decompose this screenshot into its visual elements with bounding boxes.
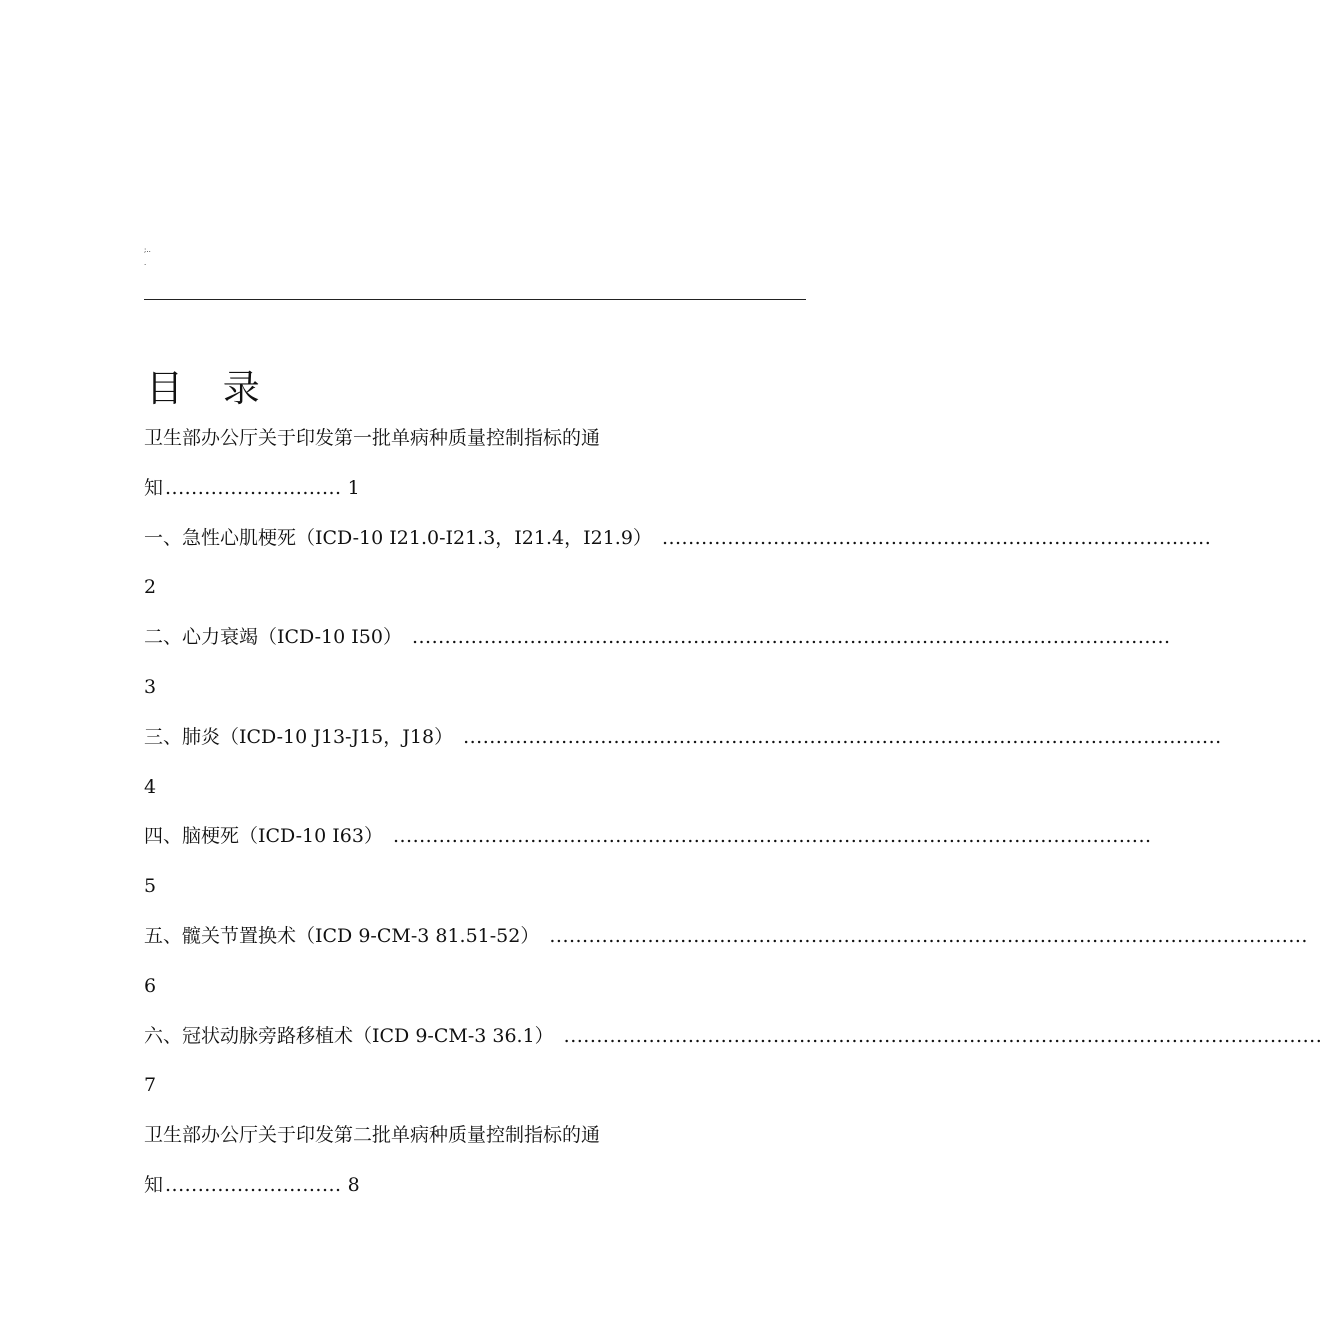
toc-entry-line[interactable]: [144, 1021, 1322, 1051]
toc-page-number: 5: [144, 875, 157, 898]
header-marks: [144, 246, 151, 272]
toc-page-number: 8: [347, 1174, 360, 1196]
toc-entry-title: 五、髋关节置换术（ICD 9-CM-3 81.51-52）: [144, 925, 540, 947]
toc-leader-dots: ...........................: [165, 1174, 342, 1196]
toc-entry-title: 四、脑梗死（ICD-10 I63）: [144, 825, 383, 848]
toc-entry-title-cont: 知: [144, 476, 164, 499]
toc-entry-line[interactable]: [144, 622, 1171, 652]
toc-entry-line[interactable]: [144, 1070, 806, 1100]
toc-entry-line[interactable]: [144, 423, 806, 453]
toc-leader-dots: ....................................................................................................................: [463, 725, 1222, 748]
toc-entry-line[interactable]: [144, 1170, 806, 1200]
toc-entry-line[interactable]: [144, 572, 806, 602]
toc-page-number: 6: [144, 974, 157, 997]
toc-leader-dots: ....................................................................................................................: [549, 925, 1308, 947]
toc-page-number: 1: [347, 476, 360, 499]
header-rule: [144, 299, 806, 300]
toc-leader-dots: ....................................................................................................................: [392, 825, 1152, 848]
toc-title: 目 录: [146, 367, 274, 410]
toc-page-number: 3: [144, 676, 157, 698]
toc-entry-line[interactable]: [144, 871, 806, 901]
toc-leader-dots: ...........................: [165, 476, 342, 499]
toc-page-number: 7: [144, 1074, 157, 1097]
header-mark-2: .: [144, 259, 147, 267]
toc-entry-title: 二、心力衰竭（ICD-10 I50）: [144, 626, 402, 649]
toc-entry-line[interactable]: [144, 971, 806, 1001]
toc-entry-line[interactable]: [144, 523, 1212, 553]
toc-leader-dots: ....................................................................................................................: [563, 1024, 1322, 1047]
toc-entry-line[interactable]: [144, 772, 806, 802]
toc-entry-line[interactable]: [144, 672, 806, 702]
toc-page-number: 2: [144, 576, 157, 599]
toc-entry-line[interactable]: [144, 1120, 806, 1150]
toc-leader-dots: ....................................................................................................................: [411, 626, 1171, 649]
toc-entry-title: 一、急性心肌梗死（ICD-10 I21.0-I21.3，I21.4，I21.9）: [144, 526, 652, 549]
toc-leader-dots: ....................................................................................: [661, 526, 1212, 549]
toc-entry-line[interactable]: [144, 473, 806, 503]
toc-page-number: 4: [144, 775, 157, 798]
toc-entry-title: 卫生部办公厅关于印发第二批单病种质量控制指标的通: [144, 1124, 601, 1147]
toc-entry-title-cont: 知: [144, 1174, 164, 1196]
toc-entry-line[interactable]: [144, 821, 1152, 851]
toc-entry-title: 卫生部办公厅关于印发第一批单病种质量控制指标的通: [144, 427, 601, 449]
header-mark-1: ;..: [144, 246, 151, 254]
toc-entry-line[interactable]: [144, 921, 1308, 951]
toc-entry-title: 六、冠状动脉旁路移植术（ICD 9-CM-3 36.1）: [144, 1024, 554, 1047]
toc-entry-title: 三、肺炎（ICD-10 J13-J15，J18）: [144, 725, 454, 748]
toc-entry-line[interactable]: [144, 722, 1222, 752]
